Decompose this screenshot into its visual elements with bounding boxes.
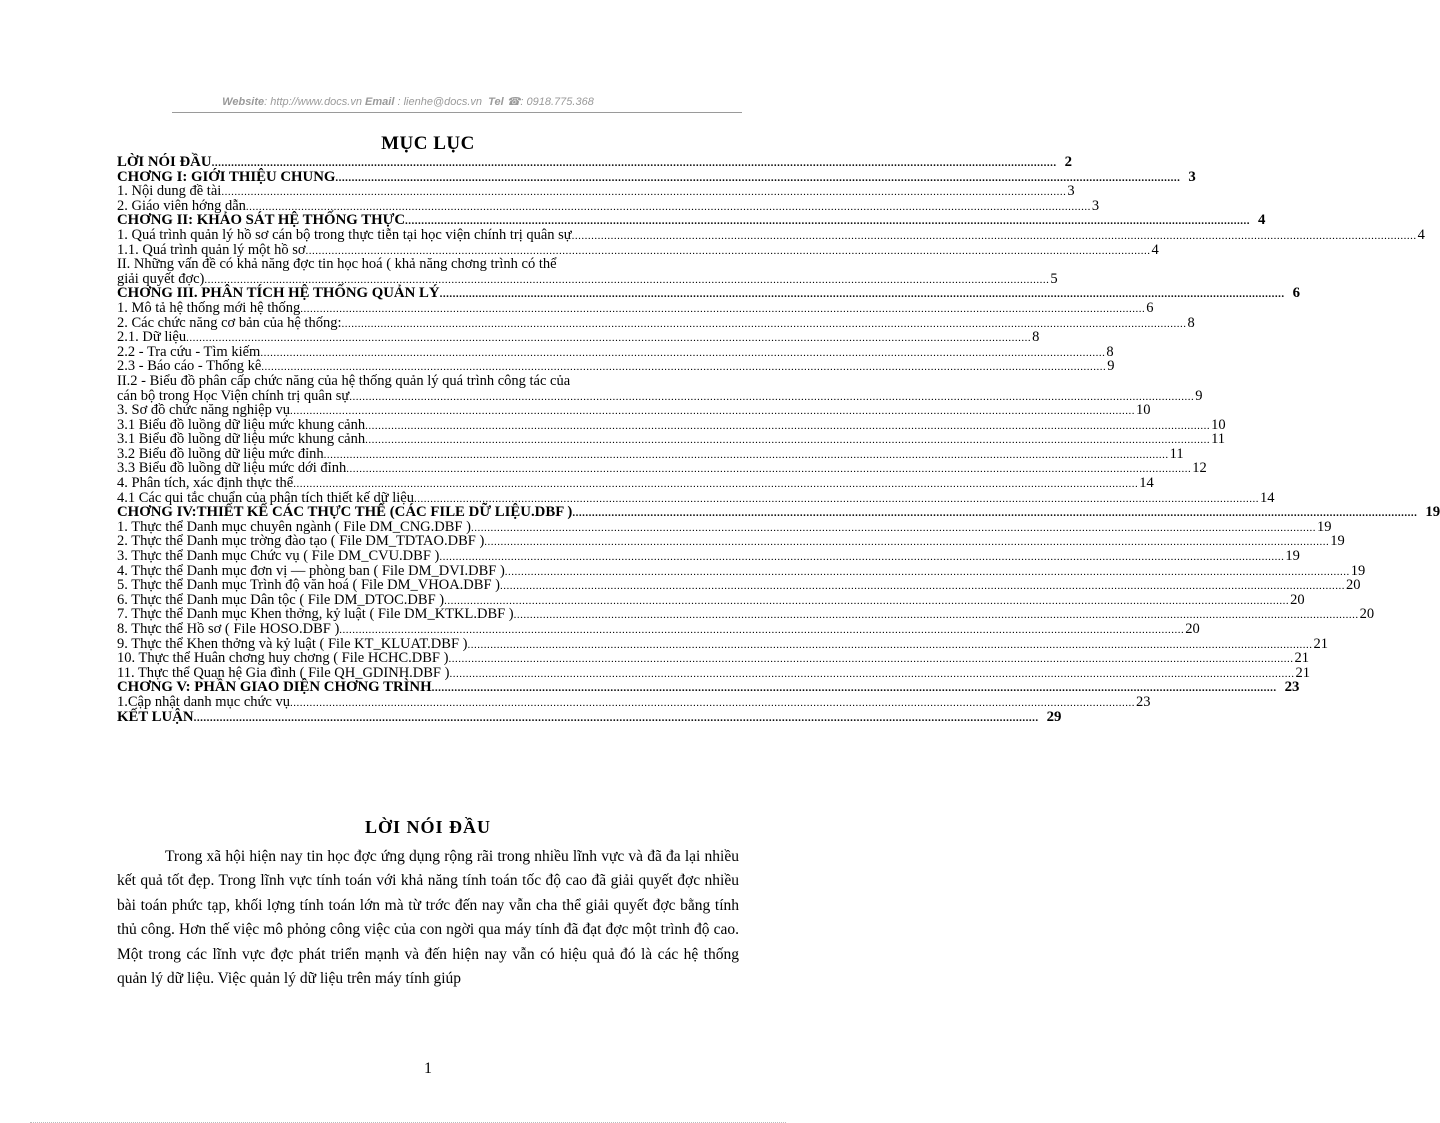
toc-leader-dots: .................................................................................................................................................................................................................................................................... xyxy=(289,696,1135,709)
toc-entry-page: 11 xyxy=(1211,431,1226,448)
toc-entry-page: 19 xyxy=(1330,533,1345,550)
toc-entry-page: 14 xyxy=(1139,475,1154,492)
tel-label: Tel xyxy=(488,96,504,108)
toc-entry-page: 8 xyxy=(1106,343,1114,360)
toc-entry-page: 3 xyxy=(1091,197,1100,214)
toc-entry-page: 11 xyxy=(1169,445,1184,462)
toc-leader-dots: .................................................................................................................................................................................................................................................................... xyxy=(341,317,1187,330)
toc-leader-dots: .................................................................................................................................................................................................................................................................... xyxy=(444,594,1290,607)
toc-entry-page: 10 xyxy=(1136,402,1151,419)
toc-entry[interactable] xyxy=(117,445,1184,462)
toc-leader-dots: .................................................................................................................................................................................................................................................................... xyxy=(365,434,1211,447)
toc-entry[interactable] xyxy=(117,708,1062,725)
toc-entry-page: 14 xyxy=(1259,489,1275,506)
toc-leader-dots: .................................................................................................................................................................................................................................................................... xyxy=(346,463,1192,476)
toc-entry-text: 10. Thực thể Huân chơng huy chơng ( File HCHC.DBF ) xyxy=(117,650,449,667)
toc-entry-text: 1.1. Quá trình quản lý một hồ sơ xyxy=(117,241,306,258)
toc-entry-text: CHƠNG II: KHẢO SÁT HỆ THỐNG THỰC xyxy=(117,212,406,229)
toc-title: MỤC LỤC xyxy=(381,133,475,154)
toc-entry-page: 8 xyxy=(1187,314,1195,331)
toc-entry-page: 21 xyxy=(1313,635,1328,652)
toc-leader-dots: .................................................................................................................................................................................................................................................................... xyxy=(261,361,1107,374)
toc-entry-text: 3.1 Biểu đồ luồng dữ liệu mức khung cảnh xyxy=(117,416,366,433)
toc-entry-text: 5. Thực thể Danh mục Trình độ văn hoá ( File DM_VHOA.DBF ) xyxy=(117,577,500,594)
toc-entry-text: 2. Giáo viên hớng dẫn xyxy=(117,197,246,214)
page-header xyxy=(0,95,816,108)
toc-entry-text: 3. Sơ đồ chức năng nghiệp vụ xyxy=(117,402,290,419)
tel-value: ☎: 0918.775.368 xyxy=(506,96,594,108)
toc-entry[interactable] xyxy=(117,358,1115,375)
toc-leader-dots: .................................................................................................................................................................................................................................................................... xyxy=(448,653,1294,666)
toc-leader-dots: .................................................................................................................................................................................................................................................................... xyxy=(439,288,1285,301)
toc-entry-text: 4. Thực thể Danh mục đơn vị — phòng ban ( File DM_DVI.DBF ) xyxy=(117,562,505,579)
toc-entry-text: II.2 - Biểu đồ phân cấp chức năng của hệ thống quản lý quá trình công tác của xyxy=(117,372,571,389)
toc-entry[interactable] xyxy=(117,621,1200,637)
toc-entry[interactable] xyxy=(117,387,1203,404)
toc-entry[interactable] xyxy=(117,533,1345,550)
toc-entry-text: cán bộ trong Học Viện chính trị quân sự xyxy=(117,387,350,404)
toc-entry[interactable] xyxy=(117,226,1425,243)
email-value: : lienhe@docs.vn xyxy=(394,96,483,108)
toc-leader-dots: .................................................................................................................................................................................................................................................................... xyxy=(349,390,1195,403)
toc-entry[interactable] xyxy=(117,518,1332,535)
toc-entry-page: 20 xyxy=(1185,621,1200,637)
toc-entry-text: 1. Thực thể Danh mục chuyên ngành ( File DM_CNG.DBF ) xyxy=(117,518,471,535)
toc-entry[interactable] xyxy=(117,241,1159,258)
website-label: Website xyxy=(222,96,265,108)
toc-entry-text: 1.Cập nhật danh mục chức vụ xyxy=(117,693,290,710)
toc-entry-text: 2. Các chức năng cơ bản của hệ thống: xyxy=(117,314,342,331)
toc-leader-dots: .................................................................................................................................................................................................................................................................... xyxy=(323,448,1169,461)
toc-leader-dots: .................................................................................................................................................................................................................................................................... xyxy=(260,346,1106,359)
toc-leader-dots: .................................................................................................................................................................................................................................................................... xyxy=(211,157,1057,169)
toc-entry-text: 2.2 - Tra cứu - Tìm kiếm xyxy=(117,343,261,360)
toc-leader-dots: .................................................................................................................................................................................................................................................................... xyxy=(193,711,1039,724)
toc-entry-page: 9 xyxy=(1107,358,1115,375)
toc-entry-page: 6 xyxy=(1292,285,1300,302)
toc-leader-dots: .................................................................................................................................................................................................................................................................... xyxy=(339,624,1185,636)
toc-entry-page: 21 xyxy=(1295,664,1310,681)
toc-leader-dots: .................................................................................................................................................................................................................................................................... xyxy=(470,521,1316,534)
toc-entry[interactable] xyxy=(117,299,1154,316)
toc-entry-text: 6. Thực thể Danh mục Dân tộc ( File DM_DTOC.DBF ) xyxy=(117,591,445,608)
page-number: 1 xyxy=(424,1060,432,1077)
toc-entry-page: 3 xyxy=(1067,183,1075,200)
toc-entry[interactable] xyxy=(117,562,1366,579)
toc-entry[interactable] xyxy=(117,431,1226,448)
toc-entry-text: giải quyết đợc) xyxy=(117,270,205,287)
toc-leader-dots: .................................................................................................................................................................................................................................................................... xyxy=(413,492,1259,505)
toc-entry[interactable] xyxy=(117,168,1196,185)
toc-entry-text: 3.2 Biểu đồ luồng dữ liệu mức đỉnh xyxy=(117,445,324,462)
toc-leader-dots: .................................................................................................................................................................................................................................................................... xyxy=(467,638,1313,651)
toc-leader-dots: .................................................................................................................................................................................................................................................................... xyxy=(245,200,1091,213)
toc-entry-text: 2.3 - Báo cáo - Thống kê xyxy=(117,358,262,375)
toc-entry[interactable] xyxy=(117,591,1305,608)
toc-leader-dots: .................................................................................................................................................................................................................................................................... xyxy=(335,171,1181,184)
toc-entry-text: 2. Thực thể Danh mục trờng đào tạo ( File DM_TDTAO.DBF ) xyxy=(117,533,485,550)
toc-entry-text: 8. Thực thể Hồ sơ ( File HOSO.DBF ) xyxy=(117,621,340,637)
toc-leader-dots: .................................................................................................................................................................................................................................................................... xyxy=(365,419,1211,432)
toc-leader-dots: .................................................................................................................................................................................................................................................................... xyxy=(513,609,1359,622)
toc-entry-text: 3.3 Biểu đồ luồng dữ liệu mức dới đỉnh xyxy=(117,460,347,477)
toc-entry-page: 19 xyxy=(1285,548,1300,565)
toc-leader-dots: .................................................................................................................................................................................................................................................................... xyxy=(186,332,1032,345)
toc-entry-text: LỜI NÓI ĐẦU xyxy=(117,154,212,170)
toc-entry[interactable] xyxy=(117,329,1040,346)
toc-leader-dots: .................................................................................................................................................................................................................................................................... xyxy=(204,273,1050,286)
toc-entry-text: CHƠNG I: GIỚI THIỆU CHUNG xyxy=(117,168,336,185)
toc-leader-dots: .................................................................................................................................................................................................................................................................... xyxy=(300,302,1146,315)
toc-entry-text: 9. Thực thể Khen thởng và kỷ luật ( File KT_KLUAT.DBF ) xyxy=(117,635,468,652)
toc-entry[interactable] xyxy=(117,504,1440,521)
toc-leader-dots: .................................................................................................................................................................................................................................................................... xyxy=(305,244,1151,257)
toc-entry-page: 23 xyxy=(1284,679,1300,696)
toc-entry-page: 2 xyxy=(1064,154,1072,170)
toc-entry[interactable] xyxy=(117,343,1114,360)
toc-leader-dots: .................................................................................................................................................................................................................................................................... xyxy=(290,405,1135,418)
section-title: LỜI NÓI ĐẦU xyxy=(364,817,491,837)
toc-entry-text: 11. Thực thể Quan hệ Gia đình ( File QH_GDINH.DBF ) xyxy=(117,664,450,681)
toc-entry-page: 19 xyxy=(1350,562,1366,579)
toc-entry-text: 7. Thực thể Danh mục Khen thởng, kỷ luật ( File DM_KTKL.DBF ) xyxy=(117,606,514,623)
toc-leader-dots: .................................................................................................................................................................................................................................................................... xyxy=(504,565,1350,578)
toc-entry[interactable] xyxy=(117,285,1300,302)
header-rule xyxy=(172,112,742,113)
toc-entry-page: 8 xyxy=(1032,329,1040,346)
toc-leader-dots: .................................................................................................................................................................................................................................................................... xyxy=(293,478,1139,491)
toc-entry-text: 3.1 Biểu đồ luồng dữ liệu mức khung cảnh xyxy=(117,431,366,448)
toc-entry[interactable] xyxy=(117,679,1300,696)
toc-entry-page: 12 xyxy=(1192,460,1207,477)
toc-entry-page: 4 xyxy=(1417,226,1425,243)
toc-entry-page: 4 xyxy=(1151,241,1159,258)
toc-entry[interactable] xyxy=(117,606,1375,623)
table-of-contents xyxy=(117,154,1440,725)
toc-leader-dots: .................................................................................................................................................................................................................................................................... xyxy=(221,186,1067,199)
toc-entry-page: 4 xyxy=(1258,212,1266,229)
toc-leader-dots: .................................................................................................................................................................................................................................................................... xyxy=(571,229,1417,242)
toc-entry-text: 1. Quá trình quản lý hồ sơ cán bộ trong thực tiễn tại học viện chính trị quân sự xyxy=(117,226,572,243)
website-value: : http://www.docs.vn xyxy=(264,96,362,108)
toc-entry-page: 19 xyxy=(1316,518,1332,535)
toc-entry-page: 23 xyxy=(1135,693,1151,710)
toc-entry[interactable] xyxy=(117,374,739,389)
toc-leader-dots: .................................................................................................................................................................................................................................................................... xyxy=(439,551,1285,564)
toc-entry-page: 9 xyxy=(1195,387,1203,404)
toc-entry-text: CHƠNG IV:THIẾT KẾ CÁC THỰC THỂ (CÁC FILE DỮ LIỆU.DBF ) xyxy=(117,504,573,521)
toc-entry-text: CHƠNG III. PHÂN TÍCH HỆ THỐNG QUẢN LÝ xyxy=(117,285,440,302)
email-label: Email xyxy=(365,96,395,108)
toc-entry[interactable] xyxy=(117,416,1226,433)
toc-entry[interactable] xyxy=(117,650,1309,667)
toc-entry-page: 20 xyxy=(1290,591,1305,608)
toc-entry[interactable] xyxy=(117,257,739,272)
toc-entry[interactable] xyxy=(117,402,1151,419)
toc-entry[interactable] xyxy=(117,635,1328,652)
toc-entry[interactable] xyxy=(117,154,1072,170)
body-paragraph: Trong xã hội hiện nay tin học đợc ứng dụng rộng rãi trong nhiều lĩnh vực và đã đa lại nhiều kết quả tốt đẹp. Trong lĩnh vực tính toán với khả năng tính toán tốc độ cao đã giải quyết đợc nhiều bài toán phức tạp, khối lợng tính toán lớn mà từ trớc đến nay vẫn cha thể giải quyết đợc bằng tính thủ công. Hơn thế việc mô phỏng công việc của con ngời qua máy tính đã đạt đợc một trình độ cao. Một trong các lĩnh vực đợc phát triển mạnh và đến hiện nay vẫn có hiệu quả đó là các hệ thống quản lý dữ liệu. Việc quản lý dữ liệu trên máy tính giúp xyxy=(117,848,739,988)
toc-entry[interactable] xyxy=(117,693,1151,710)
toc-entry-text: 1. Nội dung đề tài xyxy=(117,183,222,200)
toc-leader-dots: .................................................................................................................................................................................................................................................................... xyxy=(572,507,1418,520)
toc-entry[interactable] xyxy=(117,548,1300,565)
toc-entry-page: 29 xyxy=(1046,708,1062,725)
toc-entry-text: 3. Thực thể Danh mục Chức vụ ( File DM_CVU.DBF ) xyxy=(117,548,440,565)
toc-entry-page: 19 xyxy=(1425,504,1440,521)
toc-entry-page: 21 xyxy=(1294,650,1309,667)
toc-entry-text: 4.1 Các qui tắc chuẩn của phân tích thiết kế dữ liệu xyxy=(117,489,414,506)
toc-entry[interactable] xyxy=(117,577,1361,594)
toc-entry[interactable] xyxy=(117,314,1195,331)
toc-entry-text: II. Những vấn đề có khả năng đợc tin học hoá ( khả năng chơng trình có thể xyxy=(117,256,557,273)
toc-entry[interactable] xyxy=(117,475,1154,492)
toc-entry[interactable] xyxy=(117,212,1266,229)
toc-entry-page: 6 xyxy=(1146,299,1154,316)
toc-entry-text: CHƠNG V: PHẦN GIAO DIỆN CHƠNG TRÌNH xyxy=(117,679,432,696)
toc-leader-dots: .................................................................................................................................................................................................................................................................... xyxy=(484,536,1330,549)
toc-entry-page: 20 xyxy=(1345,577,1361,594)
toc-entry-text: 2.1. Dữ liệu xyxy=(117,329,187,346)
toc-entry-text: 4. Phân tích, xác định thực thể xyxy=(117,475,294,492)
toc-entry-page: 20 xyxy=(1359,606,1375,623)
toc-entry[interactable] xyxy=(117,183,1075,200)
toc-leader-dots: .................................................................................................................................................................................................................................................................... xyxy=(449,667,1295,680)
toc-entry-text: 1. Mô tả hệ thống mới hệ thống xyxy=(117,299,301,316)
toc-entry[interactable] xyxy=(117,460,1207,477)
toc-entry-page: 3 xyxy=(1188,168,1196,185)
toc-leader-dots: .................................................................................................................................................................................................................................................................... xyxy=(405,215,1251,228)
toc-entry-page: 10 xyxy=(1211,416,1226,433)
toc-entry-page: 5 xyxy=(1050,270,1058,287)
toc-leader-dots: .................................................................................................................................................................................................................................................................... xyxy=(431,682,1277,695)
toc-leader-dots: .................................................................................................................................................................................................................................................................... xyxy=(499,580,1345,593)
toc-entry-text: KẾT LUẬN xyxy=(117,708,194,725)
